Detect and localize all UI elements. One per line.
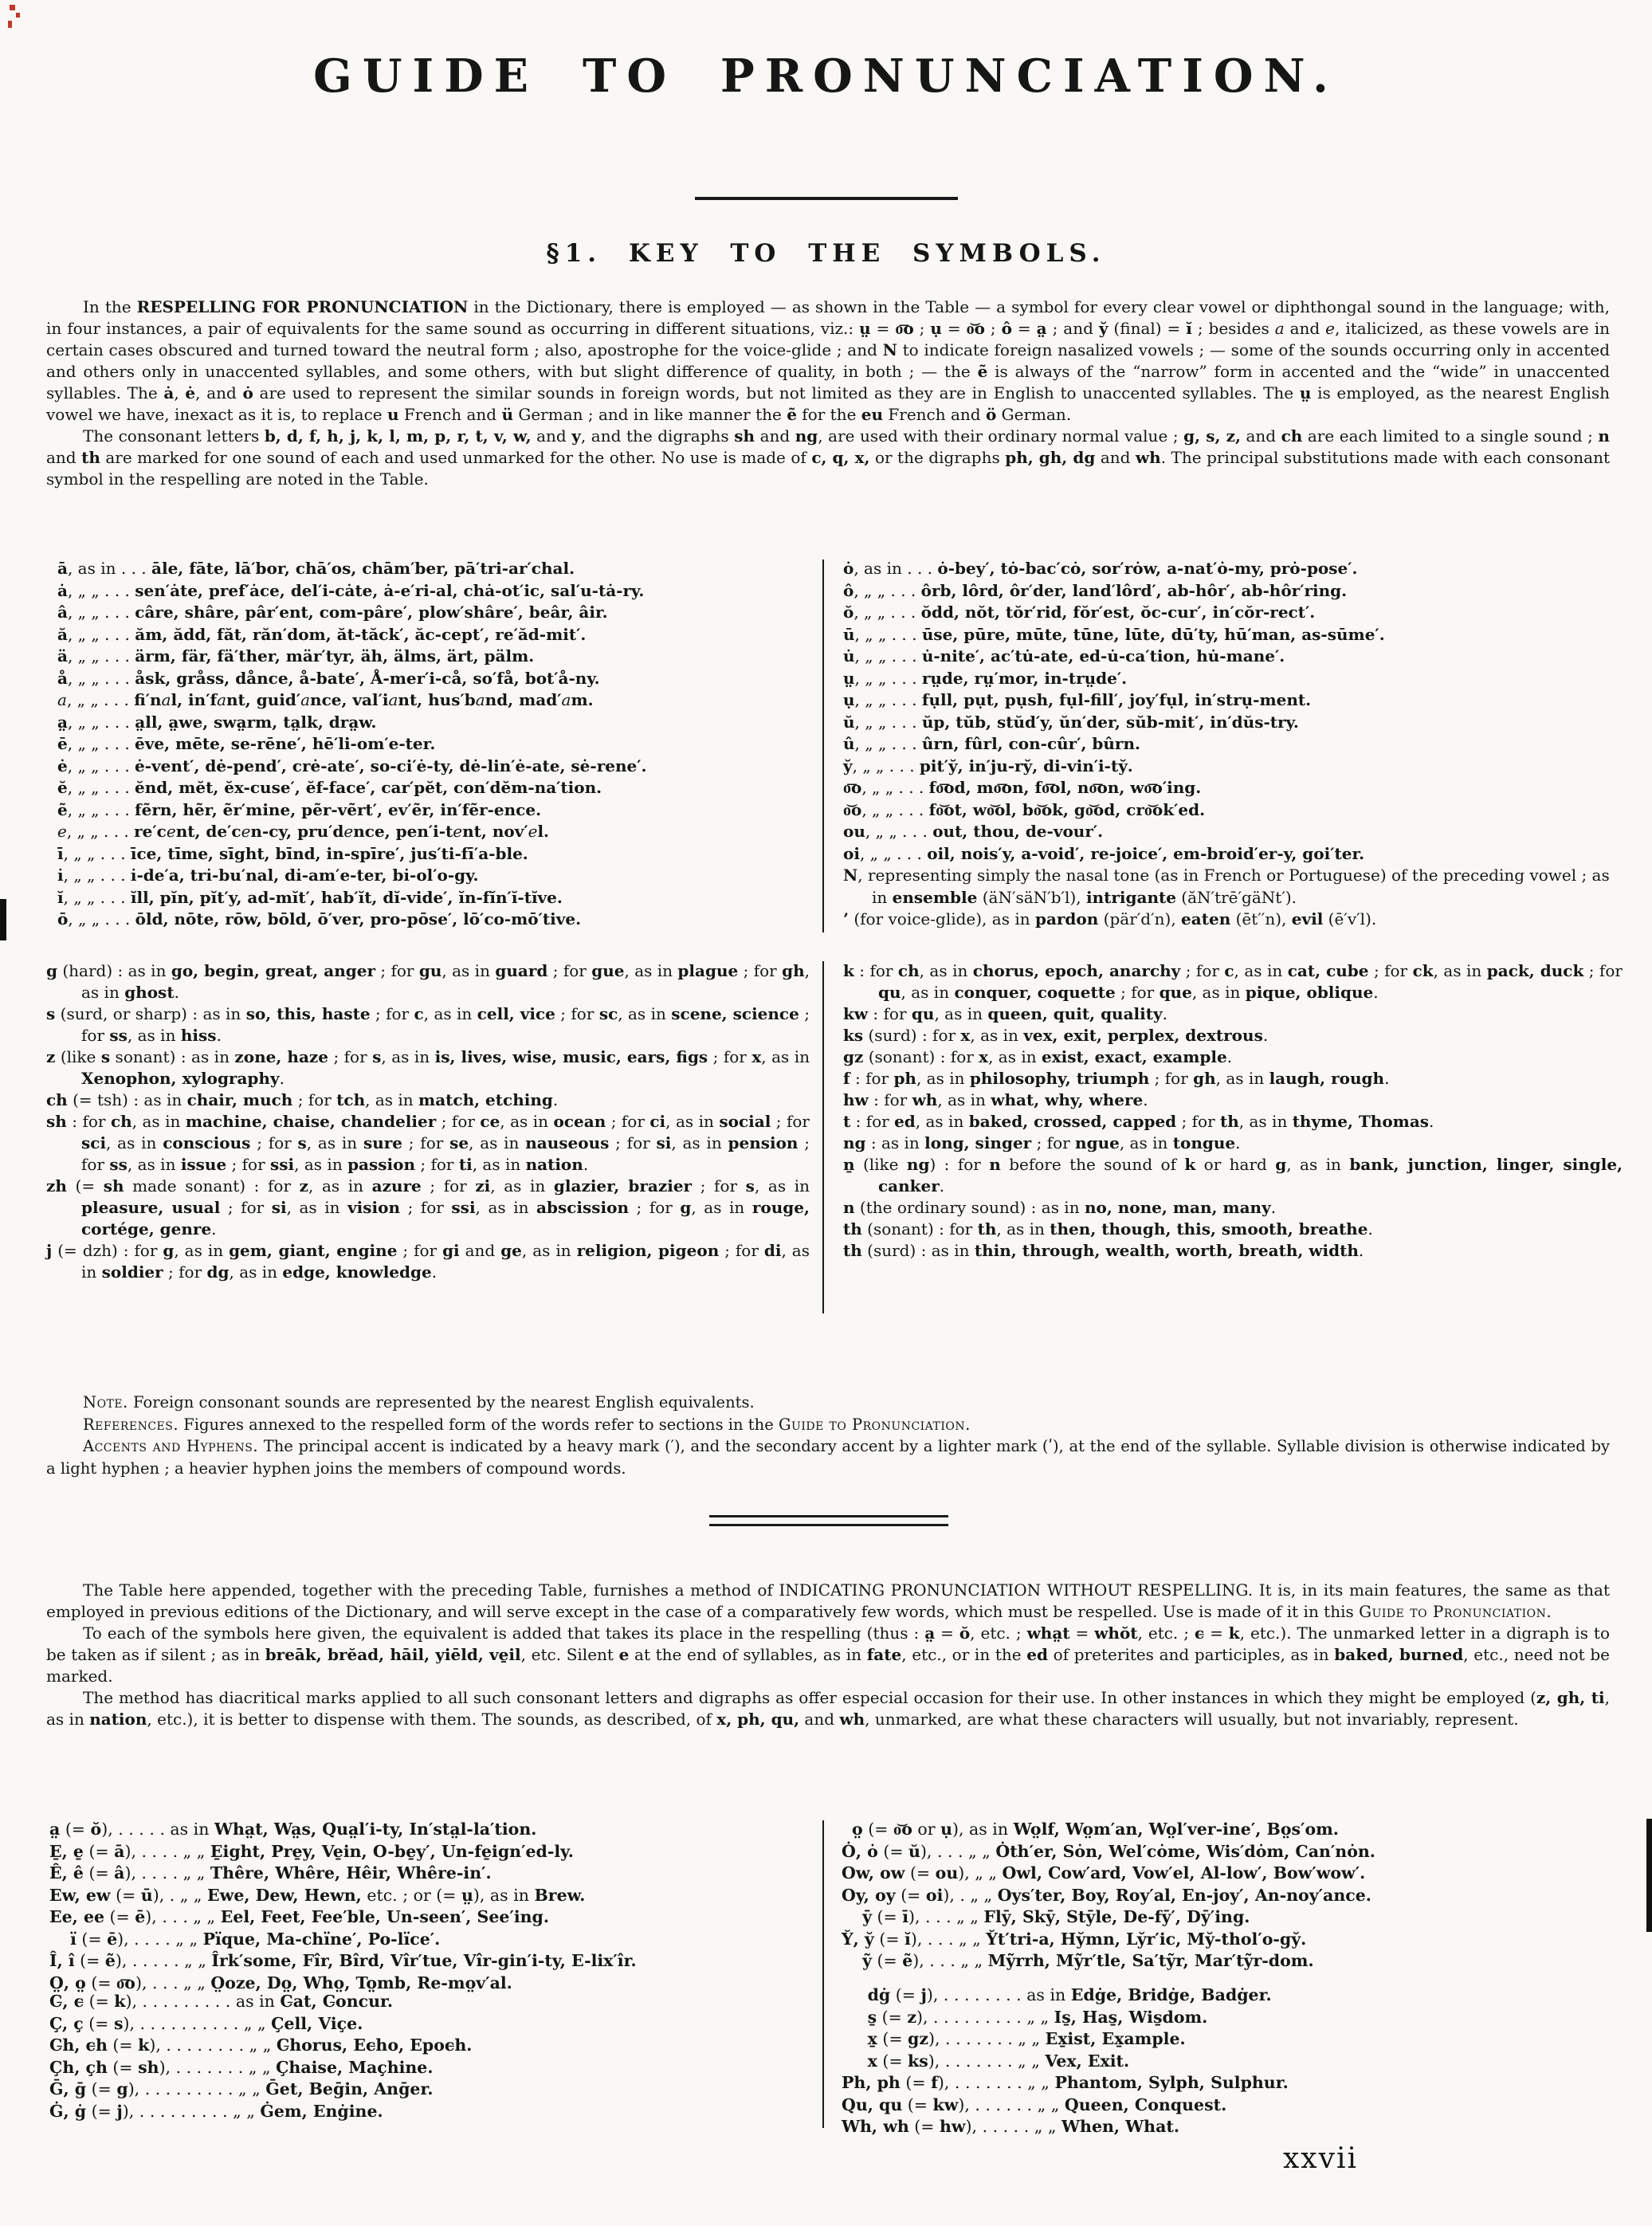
vowel-key-row: ā, as in . . . āle, fāte, lā′bor, chā′os, chām′ber, pā′tri-ar′chal. (57, 559, 575, 578)
vowel-key-row: ô, „ „ . . . ôrb, lôrd, ôr′der, land′lôrd′, ab-hôr′, ab-hôr′ring. (843, 580, 1348, 600)
vowel-key-row: ẽ, „ „ . . . fẽrn, hẽr, ẽr′mine, pẽr-vẽrt′, ev′ẽr, in′fẽr-ence. (57, 799, 542, 819)
section-heading: §1. KEY TO THE SYMBOLS. (546, 239, 1106, 268)
title-divider-rule (695, 197, 958, 200)
consonant-key-entry: zh (= sh made sonant) : for z, as in azure ; for zi, as in glazier, brazier ; for s, as in pleasure, usual ; for si, as in vision ; for ssi, as in abscission ; for g, as in rouge, cortége, genre. (46, 1176, 810, 1239)
equivalent-row: Çh, çh (= sh), . . . . . . . „ „ Çhaise, Maçhine. (49, 2057, 434, 2077)
note-paragraph: Note. Foreign consonant sounds are represented by the nearest English equivalents. (83, 1393, 755, 1411)
scan-artifact (0, 899, 6, 940)
vowel-key-row: a̤, „ „ . . . a̤ll, a̤we, swa̤rm, ta̤lk, dra̤w. (57, 712, 377, 732)
vowel-key-row: ’ (for voice-glide), as in pardon (pär′d′n), eaten (ēt′′n), evil (ē′v′l). (843, 909, 1377, 928)
consonant-key-entry: sh : for ch, as in machine, chaise, chandelier ; for ce, as in ocean ; for ci, as in social ; for sci, as in conscious ; for s, as in sure ; for se, as in nauseous ; for si, as in pension ; for ss, as in issue ; for ssi, as in passion ; for ti, as in nation. (46, 1112, 810, 1174)
scan-artifact (10, 5, 15, 10)
consonant-key-entry: kw : for qu, as in queen, quit, quality. (843, 1004, 1167, 1023)
vowel-key-row: o͝o, „ „ . . . fo͝ot, wo͝ol, bo͝ok, go͝od, cro͝ok′ed. (843, 799, 1206, 819)
consonant-key-entry: th (sonant) : for th, as in then, though, this, smooth, breathe. (843, 1219, 1373, 1239)
equivalent-row: ỹ (= ẽ), . . . „ „ Mỹrrh, Mỹr′tle, Sa′tỹr, Mar′tỹr-dom. (862, 1951, 1314, 1970)
column-divider-rule (822, 559, 824, 932)
equivalent-row: Î, î (= ẽ), . . . . . „ „ Îrk′some, Fîr, Bîrd, Vîr′tue, Vîr-gin′i-ty, E-lix′îr. (49, 1951, 637, 1970)
note-paragraph: Accents and Hyphens. The principal accent is indicated by a heavy mark (′), and the secondary accent by a lighter mark (ʹ), at the end of the syllable. Syllable division is otherwise indicated by a light hyphen ; a heavier hyphen joins the members of compound words. (46, 1437, 1610, 1478)
consonant-key-entry: s (surd, or sharp) : as in so, this, haste ; for c, as in cell, vice ; for sc, as in scene, science ; for ss, as in hiss. (46, 1004, 810, 1045)
vowel-key-row: i̇, „ „ . . . i̇-de′a, tri̇-bu′nal, di̇-am′e-ter, bi̇-ol′o-gy. (57, 866, 479, 885)
vowel-key-row: u̇, „ „ . . . u̇-nite′, ac′tu̇-ate, ed-u̇-ca′tion, hu̇-mane′. (843, 646, 1285, 665)
vowel-key-row: ē, „ „ . . . ēve, mēte, se-rēne′, hē′li-om′e-ter. (57, 734, 436, 753)
equivalent-row: C̵, c̵ (= k), . . . . . . . . . as in C̵at, C̵oncur. (49, 1992, 394, 2011)
equivalent-row: ï (= ē), . . . . „ „ Pïque, Ma-chïne′, Po-lïce′. (70, 1929, 441, 1949)
equivalent-row: Ȯ, ȯ (= ŭ), . . . „ „ Ȯth′er, Sȯn, Wel′cȯme, Wis′dȯm, Can′nȯn. (842, 1841, 1375, 1861)
vowel-key-row: ō, „ „ . . . ōld, nōte, rōw, bōld, ō′ver, pro-pōse′, lō′co-mō′tive. (57, 909, 582, 928)
page-number: xxvii (1283, 2142, 1358, 2175)
vowel-key-left-column (57, 558, 810, 931)
vowel-key-row: oi, „ „ . . . oil, nois′y, a-void′, re-joice′, em-broid′er-y, goi′ter. (843, 843, 1365, 863)
vowel-key-row: ụ, „ „ . . . fụll, pụt, pụsh, fụl-fill′, joy′fụl, in′strụ-ment. (843, 690, 1312, 709)
equivalent-row: o̤ (= o͝o or ụ), as in Wo̤lf, Wo̤m′an, Wo̤l′ver-ine′, Bo̤s′om. (852, 1820, 1339, 1839)
consonant-key-entry: j (= dzh) : for g, as in gem, giant, engine ; for gi and ge, as in religion, pigeon ; for di, as in soldier ; for dg, as in edge, knowledge. (46, 1241, 810, 1282)
vowel-key-row: å, „ „ . . . åsk, gråss, dånce, å-bate′, Å-mer′i-cå, so′få, bot′å-ny. (57, 668, 600, 688)
consonant-key-entry: z (like s sonant) : as in zone, haze ; for s, as in is, lives, wise, music, ears, figs ; for x, as in Xenophon, xylography. (46, 1047, 810, 1088)
equivalent-row: ȳ (= ī), . . . „ „ Flȳ, Skȳ, Stȳle, De-fȳ′, Dȳ′ing. (862, 1907, 1250, 1926)
vowel-key-row: ĕ, „ „ . . . ĕnd, mĕt, ĕx-cuse′, ĕf-face′, car′pĕt, con′dĕm-na′tion. (57, 778, 602, 797)
consonant-equivalents-right-column (842, 1985, 1623, 2138)
section2-paragraphs (46, 1580, 1610, 1730)
page-title: GUIDE TO PRONUNCIATION. (313, 49, 1339, 103)
vowel-key-row: ṳ, „ „ . . . rṳde, rṳ′mor, in-trṳde′. (843, 668, 1128, 688)
intro-paragraph: In the RESPELLING FOR PRONUNCIATION in the Dictionary, there is employed — as shown in the Table — a symbol for every clear vowel or diphthongal sound in the language; with, in four instances, a pair of equivalents for the same sound as occurring in different situations, viz.: ṳ = o͞o ; ụ = o͝o ; ô = a̤ ; and y̆ (final) = ĭ ; besides a and e, italicized, as these vowels are in certain cases obscured and turned toward the neutral form ; also, apostrophe for the voice-glide ; and N to indicate foreign nasalized vowels ; — some of the sounds occurring only in accented and others only in unaccented syllables, and some others, with but slight difference of quality, in both ; — the ẽ is always of the “narrow” form in accented and the “wide” in unaccented syllables. The ȧ, ė, and ȯ are used to represent the similar sounds in foreign words, but not limited as they are in English to unaccented syllables. The ṳ is employed, as the nearest English vowel we have, inexact as it is, to replace u French and ü German ; and in like manner the ẽ for the eu French and ö German. (46, 297, 1611, 424)
equivalent-row: x̱ (= gz), . . . . . . . „ „ Ex̱ist, Ex̱ample. (867, 2029, 1186, 2048)
section-divider-double-rule (709, 1515, 948, 1533)
scan-artifact (8, 21, 12, 28)
vowel-key-row: â, „ „ . . . câre, shâre, pâr′ent, com-pâre′, plow′shâre′, beâr, âir. (57, 603, 608, 622)
vowel-key-right-column (843, 558, 1620, 931)
equivalent-row: Ph, ph (= f), . . . . . . . „ „ Phantom, Sylph, Sulphur. (842, 2073, 1289, 2092)
vowel-equivalents-right-column (842, 1819, 1623, 1973)
vowel-key-row: ė, „ „ . . . ė-vent′, dė-pend′, crė-ate′, so-ci′ė-ty, dė-lin′ė-ate, sė-rene′. (57, 756, 647, 775)
consonant-key-entry: g (hard) : as in go, begin, great, anger ; for gu, as in guard ; for gue, as in plague ; for gh, as in ghost. (46, 961, 810, 1002)
vowel-equivalents-left-column (49, 1819, 806, 1994)
consonant-key-entry: ks (surd) : for x, as in vex, exit, perplex, dextrous. (843, 1026, 1269, 1045)
consonant-equivalents-left-column (49, 1991, 806, 2122)
vowel-key-row: ă, „ „ . . . ăm, ădd, făt, răn′dom, ăt-tăck′, ăc-cept′, re′ăd-mit′. (57, 624, 587, 644)
vowel-key-row: y̆, „ „ . . . pit′y̆, in′ju-ry̆, di-vin′i-ty̆. (843, 756, 1133, 775)
vowel-key-row: ī, „ „ . . . īce, tīme, sīght, bīnd, in-spīre′, jus′ti-fī′a-ble. (57, 843, 528, 863)
vowel-key-row: ȧ, „ „ . . . sen′ȧte, pref′ȧce, del′i-cȧte, ȧ-e′ri-al, chȧ-ot′ic, sal′u-tȧ-ry. (57, 580, 645, 600)
body-paragraph: The Table here appended, together with the preceding Table, furnishes a method of INDICATING PRONUNCIATION WITHOUT RESPELLING. It is, in its main features, the same as that employed in previous editions of the Dictionary, and will serve except in the case of a comparatively few words, which must be respelled. Use is made of it in this Guide to Pronunciation. (46, 1580, 1610, 1621)
equivalent-row: Ê, ê (= â), . . . . „ „ Thêre, Whêre, Hêir, Whêre-in′. (49, 1863, 492, 1882)
vowel-key-row: ĭ, „ „ . . . ĭll, pĭn, pĭt′y, ad-mĭt′, hab′ĭt, dĭ-vide′, ĭn-fĭn′ĭ-tĭve. (57, 887, 563, 907)
consonant-key-entry: gz (sonant) : for x, as in exist, exact, example. (843, 1047, 1233, 1066)
note-paragraph: References. Figures annexed to the respelled form of the words refer to sections in the Guide to Pronunciation. (83, 1415, 971, 1434)
equivalent-row: Qu, qu (= kw), . . . . . . „ „ Queen, Conquest. (842, 2094, 1227, 2114)
equivalent-row: Oy, oy (= oi), . „ „ Oys′ter, Boy, Roy′al, En-joy′, An-noy′ance. (842, 1885, 1371, 1905)
equivalent-row: s̱ (= z), . . . . . . . . . „ „ Is̱, Has̱, Wis̱dom. (867, 2007, 1208, 2027)
intro-paragraphs (46, 296, 1610, 490)
equivalent-row: a̤ (= ŏ), . . . . . as in Wha̤t, Wa̤s, Qua̤l′i-ty, In′sta̤l-la′tion. (49, 1820, 537, 1839)
consonant-key-entry: ch (= tsh) : as in chair, much ; for tch, as in match, etching. (46, 1090, 559, 1109)
consonant-key-entry: ng : as in long, singer ; for ngue, as in tongue. (843, 1133, 1241, 1152)
scan-artifact (1646, 1819, 1652, 1932)
column-divider-rule (822, 961, 824, 1313)
consonant-key-right-column (843, 960, 1623, 1262)
equivalent-row: Ew, ew (= ū), . „ „ Ewe, Dew, Hewn, etc. ; or (= ṳ), as in Brew. (49, 1885, 586, 1905)
vowel-key-row: a, „ „ . . . fi′nal, in′fant, guid′ance, val′iant, hus′band, mad′am. (57, 690, 594, 709)
equivalent-row: Wh, wh (= hw), . . . . . „ „ When, What. (842, 2117, 1179, 2136)
equivalent-row: Ḡ, ḡ (= g), . . . . . . . . . „ „ Ḡet, Beḡin, Anḡer. (49, 2079, 434, 2098)
consonant-key-entry: k : for ch, as in chorus, epoch, anarchy ; for c, as in cat, cube ; for ck, as in pack, duck ; for qu, as in conquer, coquette ; for que, as in pique, oblique. (843, 961, 1623, 1002)
vowel-key-row: ū, „ „ . . . ūse, pūre, mūte, tūne, lūte, dū′ty, hū′man, as-sūme′. (843, 624, 1385, 644)
scan-artifact (16, 13, 20, 18)
vowel-key-row: ȯ, as in . . . ȯ-bey′, tȯ-bac′cȯ, sor′rȯw, a-nat′ȯ-my, prȯ-pose′. (843, 559, 1358, 578)
equivalent-row: O̤, o̤ (= o͞o), . . . „ „ O̤oze, Do̤, Who̤, To̤mb, Re-mo̤v′al. (49, 1973, 512, 1992)
intro-paragraph: The consonant letters b, d, f, h, j, k, l, m, p, r, t, v, w, and y, and the digraphs sh and ng, are used with their ordinary normal value ; g, s, z, and ch are each limited to a single sound ; n and th are marked for one sound of each and used unmarked for the other. No use is made of c, q, x, or the digraphs ph, gh, dg and wh. The principal substitutions made with each consonant symbol in the respelling are noted in the Table. (46, 426, 1610, 489)
vowel-key-row: ou, „ „ . . . out, thou, de-vour′. (843, 822, 1104, 841)
equivalent-row: Y̆, y̆ (= ĭ), . . . „ „ Y̆t′tri-a, Hy̆mn, Ly̆r′ic, My̆-thol′o-gy̆. (842, 1929, 1307, 1949)
vowel-key-row: ŭ, „ „ . . . ŭp, tŭb, stŭd′y, ŭn′der, sŭb-mit′, in′dŭs-try. (843, 712, 1299, 732)
consonant-key-entry: f : for ph, as in philosophy, triumph ; for gh, as in laugh, rough. (843, 1069, 1390, 1088)
notes-block (46, 1392, 1610, 1479)
column-divider-rule (822, 1986, 824, 2128)
vowel-key-row: ŏ, „ „ . . . ŏdd, nŏt, tŏr′rid, fŏr′est, ŏc-cur′, in′cŏr-rect′. (843, 603, 1316, 622)
vowel-key-row: ä, „ „ . . . ärm, fär, fä′ther, mär′tyr, äh, älms, ärt, pälm. (57, 646, 535, 665)
equivalent-row: C̵h, c̵h (= k), . . . . . . . . „ „ C̵horus, Ec̵ho, Epoc̵h. (49, 2036, 473, 2055)
consonant-key-entry: th (surd) : as in thin, through, wealth, worth, breath, width. (843, 1241, 1364, 1260)
consonant-key-entry: ṉ (like ng) : for n before the sound of k or hard g, as in bank, junction, linger, single, canker. (843, 1155, 1623, 1195)
vowel-key-row: o͞o, „ „ . . . fo͞od, mo͞on, fo͞ol, no͞on, wo͞o′ing. (843, 778, 1202, 797)
equivalent-row: Ġ, ġ (= j), . . . . . . . . . „ „ Ġem, Enġine. (49, 2101, 383, 2121)
body-paragraph: To each of the symbols here given, the equivalent is added that takes its place in the respelling (thus : a̤ = ŏ, etc. ; wha̤t = whŏt, etc. ; c̵ = k, etc.). The unmarked letter in a digraph is to be taken as if silent ; as in breāk, brĕad, hāil, yiēld, ve̱il, etc. Silent e at the end of syllables, as in fate, etc., or in the ed of preterites and participles, as in baked, burned, etc., need not be marked. (46, 1623, 1611, 1686)
vowel-key-row: N, representing simply the nasal tone (as in French or Portuguese) of the preceding vowel ; as in ensemble (äN′säN′b′l), intrigante (ăN′trē′gäNt′). (843, 866, 1610, 907)
equivalent-row: x (= ks), . . . . . . . „ „ Vex, Exit. (867, 2051, 1130, 2071)
consonant-key-entry: hw : for wh, as in what, why, where. (843, 1090, 1148, 1109)
consonant-key-entry: t : for ed, as in baked, crossed, capped ; for th, as in thyme, Thomas. (843, 1112, 1434, 1131)
equivalent-row: E̱, e̱ (= ā), . . . . „ „ E̱ight, Pre̱y, Ve̱in, O-be̱y′, Un-fe̱ign′ed-ly. (49, 1841, 574, 1861)
vowel-key-row: e, „ „ . . . re′cent, de′cen-cy, pru′dence, pen′i-tent, nov′el. (57, 822, 550, 841)
equivalent-row: Ee, ee (= ē), . . . „ „ Eel, Feet, Fee′ble, Un-seen′, See′ing. (49, 1907, 550, 1926)
body-paragraph: The method has diacritical marks applied to all such consonant letters and digraphs as offer especial occasion for their use. In other instances in which they might be employed (z, gh, ti, as in nation, etc.), it is better to dispense with them. The sounds, as described, of x, ph, qu, and wh, unmarked, are what these characters will usually, but not invariably, represent. (46, 1688, 1610, 1729)
equivalent-row: dġ (= j), . . . . . . . . as in Edġe, Bridġe, Badġer. (867, 1985, 1272, 2004)
equivalent-row: Ow, ow (= ou), „ „ Owl, Cow′ard, Vow′el, Al-low′, Bow′wow′. (842, 1863, 1366, 1882)
equivalent-row: Ç, ç (= s), . . . . . . . . . . „ „ Çell, Viçe. (49, 2013, 363, 2033)
consonant-key-entry: n (the ordinary sound) : as in no, none, man, many. (843, 1198, 1277, 1217)
vowel-key-row: û, „ „ . . . ûrn, fûrl, con-cûr′, bûrn. (843, 734, 1140, 753)
consonant-key-left-column (46, 960, 810, 1283)
column-divider-rule (822, 1820, 824, 1997)
